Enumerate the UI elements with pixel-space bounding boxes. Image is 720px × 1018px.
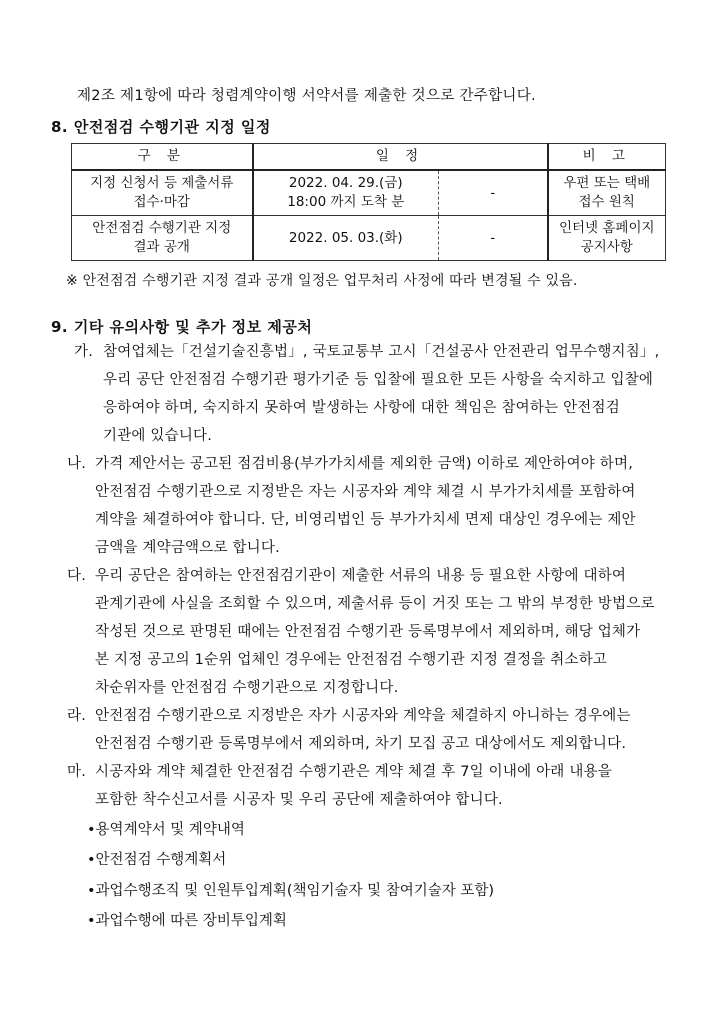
list-item: [74, 338, 659, 450]
row-category-line: 안전점검 수행기관 지정: [92, 220, 232, 236]
list-item-marker: 나.: [67, 456, 87, 472]
list-item-line: 계약을 체결하여야 합니다. 단, 비영리법인 등 부가가치세 면제 대상인 경우에는 제안: [95, 512, 636, 528]
row-schedule: [253, 170, 439, 216]
header-category: 구 분: [72, 144, 253, 171]
list-item-line: 차순위자를 안전점검 수행기관으로 지정합니다.: [95, 680, 399, 696]
row-extra: -: [439, 170, 548, 216]
list-item-line: 관계기관에 사실을 조회할 수 있으며, 제출서류 등이 거짓 또는 그 밖의 부정한 방법으로: [95, 596, 655, 612]
bullet-item: •안전점검 수행계획서: [87, 852, 227, 868]
list-item-line: 본 지정 공고의 1순위 업체인 경우에는 안전점검 수행기관 지정 결정을 취소하고: [95, 652, 608, 668]
row-extra: -: [439, 216, 548, 261]
list-item: [67, 562, 655, 702]
row-schedule-line: 2022. 05. 03.(화): [288, 229, 403, 246]
header-schedule: 일 정: [253, 144, 548, 171]
row-remarks: [548, 170, 666, 216]
list-item-line: 포함한 착수신고서를 시공자 및 우리 공단에 제출하여야 합니다.: [95, 792, 503, 808]
intro-line: 제2조 제1항에 따라 청렴계약이행 서약서를 제출한 것으로 간주합니다.: [77, 88, 536, 104]
bullet-item: •과업수행에 따른 장비투입계획: [87, 913, 287, 929]
row-remarks-line: 우편 또는 택배: [563, 175, 651, 191]
row-category-line: 지정 신청서 등 제출서류: [90, 175, 234, 191]
row-category: [72, 170, 253, 216]
list-item-line: 안전점검 수행기관 등록명부에서 제외하며, 차기 모집 공고 대상에서도 제외합니다.: [95, 736, 627, 752]
list-item-line: 시공자와 계약 체결한 안전점검 수행기관은 계약 체결 후 7일 이내에 아래 내용을: [95, 764, 612, 780]
list-item-line: 안전점검 수행기관으로 지정받은 자는 시공자와 계약 체결 시 부가가치세를 포함하여: [95, 484, 636, 500]
row-remarks: [548, 216, 666, 261]
list-item-line: 우리 공단 안전점검 수행기관 평가기준 등 입찰에 필요한 모든 사항을 숙지하고 입찰에: [103, 372, 654, 388]
header-remarks: 비 고: [548, 144, 666, 171]
list-item-marker: 마.: [67, 764, 87, 780]
bullet-item: •과업수행조직 및 인원투입계획(책임기술자 및 참여기술자 포함): [87, 883, 495, 899]
list-item-marker: 라.: [67, 708, 87, 724]
schedule-table-header-row: [72, 144, 666, 171]
row-remarks-line: 인터넷 홈페이지: [558, 220, 655, 236]
list-item-line: 참여업체는「건설기술진흥법」, 국토교통부 고시「건설공사 안전관리 업무수행지침」,: [103, 344, 660, 360]
list-item-line: 가격 제안서는 공고된 점검비용(부가가치세를 제외한 금액) 이하로 제안하여야 하며,: [95, 456, 634, 472]
table-row: [72, 170, 666, 216]
list-item: [67, 758, 612, 814]
list-item-line: 안전점검 수행기관으로 지정받은 자가 시공자와 계약을 체결하지 아니하는 경우에는: [95, 708, 631, 724]
row-schedule-line: 18:00 까지 도착 분: [287, 194, 405, 210]
list-item-line: 우리 공단은 참여하는 안전점검기관이 제출한 서류의 내용 등 필요한 사항에 대하여: [95, 568, 627, 584]
schedule-table: [71, 143, 666, 261]
list-item-marker: 가.: [74, 344, 94, 360]
section-8-heading: 8. 안전점검 수행기관 지정 일정: [51, 118, 271, 136]
row-schedule-line: 2022. 04. 29.(금): [288, 175, 403, 191]
list-item-line: 작성된 것으로 판명된 때에는 안전점검 수행기관 등록명부에서 제외하며, 해당 업체가: [95, 624, 641, 640]
list-item: [67, 702, 631, 758]
section-9-heading: 9. 기타 유의사항 및 추가 정보 제공처: [51, 318, 313, 336]
list-item: [67, 450, 636, 562]
row-category: [72, 216, 253, 261]
schedule-note: ※ 안전점검 수행기관 지정 결과 공개 일정은 업무처리 사정에 따라 변경될 수 있음.: [66, 273, 578, 289]
table-row: [72, 216, 666, 261]
list-item-line: 응하여야 하며, 숙지하지 못하여 발생하는 사항에 대한 책임은 참여하는 안전점검: [103, 400, 620, 416]
list-item-line: 기관에 있습니다.: [103, 428, 213, 444]
row-remarks-line: 접수 원칙: [578, 194, 635, 210]
row-remarks-line: 공지사항: [580, 239, 633, 255]
list-item-marker: 다.: [67, 568, 87, 584]
row-category-line: 접수·마감: [133, 194, 190, 210]
bullet-item: •용역계약서 및 계약내역: [87, 822, 245, 838]
row-category-line: 결과 공개: [133, 239, 190, 255]
list-item-line: 금액을 계약금액으로 합니다.: [95, 540, 280, 556]
row-schedule: [253, 216, 439, 261]
